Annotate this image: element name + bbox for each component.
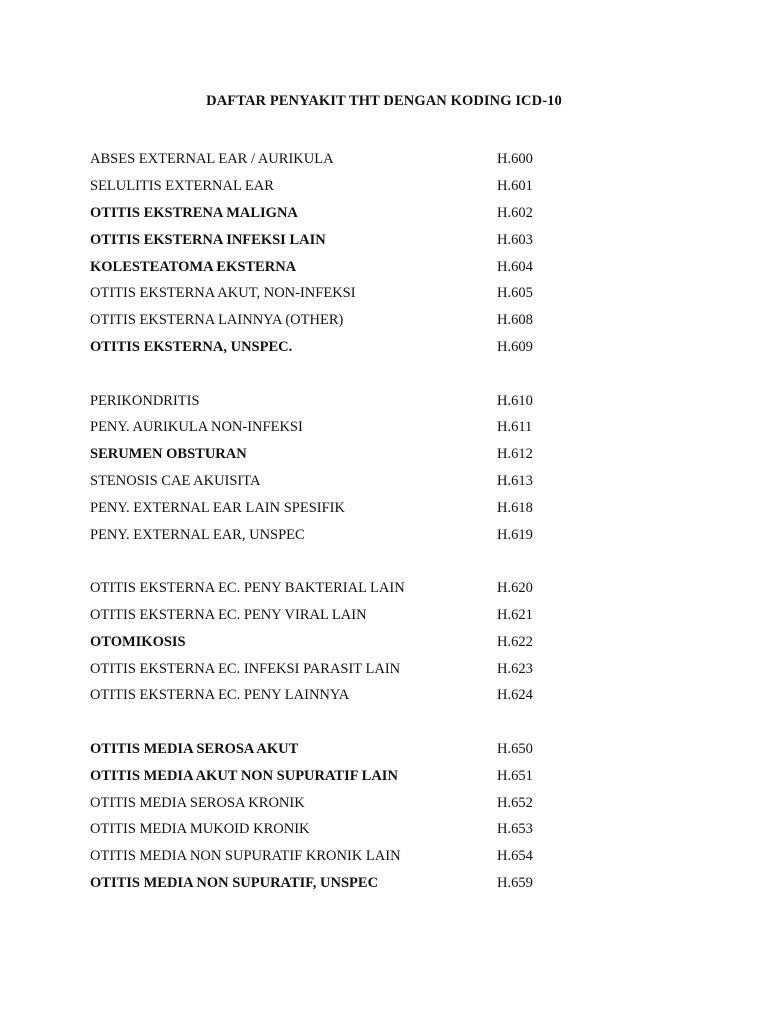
- icd-code: H.659: [497, 874, 533, 891]
- disease-row: [90, 521, 690, 548]
- icd-code: H.623: [497, 660, 533, 677]
- disease-name: OTITIS MEDIA NON SUPURATIF KRONIK LAIN: [90, 848, 401, 865]
- disease-name: ABSES EXTERNAL EAR / AURIKULA: [90, 151, 334, 168]
- disease-row: [90, 414, 690, 441]
- disease-row: [90, 253, 690, 280]
- disease-group: [90, 146, 690, 360]
- icd-code: H.612: [497, 446, 533, 463]
- disease-name: OTITIS EKSTRENA MALIGNA: [90, 204, 298, 221]
- icd-code: H.621: [497, 606, 533, 623]
- disease-name: SELULITIS EXTERNAL EAR: [90, 178, 274, 195]
- disease-name: SERUMEN OBSTURAN: [90, 446, 247, 463]
- disease-group: [90, 387, 690, 548]
- icd-code: H.605: [497, 285, 533, 302]
- disease-row: [90, 655, 690, 682]
- disease-row: [90, 334, 690, 361]
- disease-row: [90, 387, 690, 414]
- disease-name: OTITIS MEDIA NON SUPURATIF, UNSPEC: [90, 874, 379, 891]
- disease-row: [90, 441, 690, 468]
- disease-row: [90, 762, 690, 789]
- icd-code: H.610: [497, 392, 533, 409]
- disease-group: [90, 575, 690, 709]
- disease-row: [90, 736, 690, 763]
- icd-code: H.618: [497, 499, 533, 516]
- icd-code: H.652: [497, 794, 533, 811]
- disease-name: KOLESTEATOMA EKSTERNA: [90, 258, 297, 275]
- disease-name: OTITIS EKSTERNA EC. PENY VIRAL LAIN: [90, 606, 367, 623]
- disease-row: [90, 602, 690, 629]
- icd-code: H.619: [497, 526, 533, 543]
- disease-row: [90, 843, 690, 870]
- icd-code: H.653: [497, 821, 533, 838]
- icd-code: H.602: [497, 204, 533, 221]
- disease-name: PENY. AURIKULA NON-INFEKSI: [90, 419, 303, 436]
- disease-name: OTITIS EKSTERNA EC. PENY LAINNYA: [90, 687, 350, 704]
- disease-row: [90, 575, 690, 602]
- disease-row: [90, 468, 690, 495]
- disease-name: OTITIS MEDIA SEROSA KRONIK: [90, 794, 305, 811]
- disease-name: OTITIS MEDIA SEROSA AKUT: [90, 740, 299, 757]
- icd-code: H.622: [497, 633, 533, 650]
- icd-code: H.608: [497, 312, 533, 329]
- disease-row: [90, 280, 690, 307]
- disease-row: [90, 146, 690, 173]
- disease-code-list: [90, 146, 690, 896]
- icd-code: H.601: [497, 178, 533, 195]
- disease-name: OTITIS EKSTERNA AKUT, NON-INFEKSI: [90, 285, 356, 302]
- document-title: DAFTAR PENYAKIT THT DENGAN KODING ICD-10: [206, 93, 562, 109]
- disease-name: OTOMIKOSIS: [90, 633, 186, 650]
- icd-code: H.600: [497, 151, 533, 168]
- disease-name: PENY. EXTERNAL EAR LAIN SPESIFIK: [90, 499, 345, 516]
- disease-name: PENY. EXTERNAL EAR, UNSPEC: [90, 526, 305, 543]
- icd-code: H.651: [497, 767, 533, 784]
- icd-code: H.624: [497, 687, 533, 704]
- disease-row: [90, 870, 690, 897]
- icd-code: H.650: [497, 740, 533, 757]
- icd-code: H.604: [497, 258, 533, 275]
- disease-name: STENOSIS CAE AKUISITA: [90, 472, 261, 489]
- disease-name: OTITIS EKSTERNA INFEKSI LAIN: [90, 231, 326, 248]
- disease-name: PERIKONDRITIS: [90, 392, 200, 409]
- disease-row: [90, 628, 690, 655]
- disease-row: [90, 789, 690, 816]
- icd-code: H.609: [497, 338, 533, 355]
- icd-code: H.613: [497, 472, 533, 489]
- disease-name: OTITIS EKSTERNA LAINNYA (OTHER): [90, 312, 344, 329]
- icd-code: H.654: [497, 848, 533, 865]
- disease-group: [90, 736, 690, 897]
- disease-row: [90, 682, 690, 709]
- disease-name: OTITIS MEDIA MUKOID KRONIK: [90, 821, 310, 838]
- disease-name: OTITIS EKSTERNA, UNSPEC.: [90, 338, 293, 355]
- icd-code: H.611: [497, 419, 533, 436]
- disease-name: OTITIS EKSTERNA EC. INFEKSI PARASIT LAIN: [90, 660, 401, 677]
- disease-row: [90, 816, 690, 843]
- icd-code: H.620: [497, 580, 533, 597]
- icd-code: H.603: [497, 231, 533, 248]
- disease-name: OTITIS EKSTERNA EC. PENY BAKTERIAL LAIN: [90, 580, 405, 597]
- disease-row: [90, 494, 690, 521]
- disease-row: [90, 173, 690, 200]
- disease-row: [90, 226, 690, 253]
- disease-name: OTITIS MEDIA AKUT NON SUPURATIF LAIN: [90, 767, 398, 784]
- disease-row: [90, 200, 690, 227]
- disease-row: [90, 307, 690, 334]
